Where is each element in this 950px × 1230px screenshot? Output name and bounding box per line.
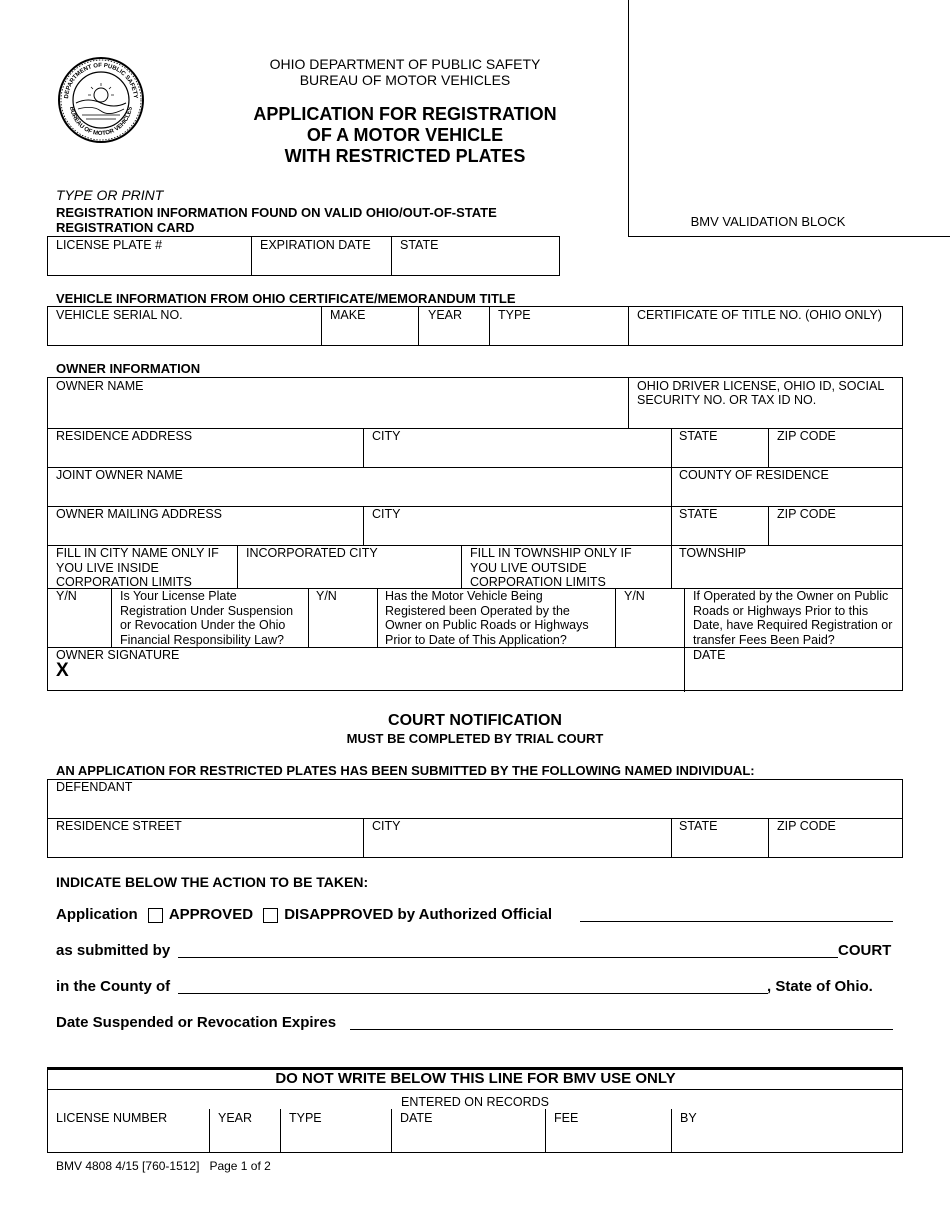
approved-checkbox[interactable] [148, 908, 163, 923]
registration-heading-line1: REGISTRATION INFORMATION FOUND ON VALID OHIO/OUT-OF-STATE [56, 205, 497, 220]
vehicle-heading: VEHICLE INFORMATION FROM OHIO CERTIFICATE/MEMORANDUM TITLE [56, 291, 516, 306]
bmv-by: BY [680, 1111, 697, 1125]
vehicle-table [47, 306, 903, 346]
vehicle-type-field[interactable]: TYPE [498, 308, 531, 322]
court-notification-title: COURT NOTIFICATION [388, 712, 562, 729]
vehicle-year-field[interactable]: YEAR [428, 308, 463, 322]
vehicle-serial-field[interactable]: VEHICLE SERIAL NO. [56, 308, 183, 322]
expiration-date-field[interactable]: EXPIRATION DATE [260, 238, 371, 252]
residence-city-field[interactable]: CITY [372, 429, 401, 443]
mailing-zip-field[interactable]: ZIP CODE [777, 507, 836, 521]
registration-heading-line2: REGISTRATION CARD [56, 220, 195, 235]
owner-name-field[interactable]: OWNER NAME [56, 379, 144, 393]
owner-id-field-label-line1[interactable]: OHIO DRIVER LICENSE, OHIO ID, SOCIAL [637, 379, 885, 393]
form-title-line3: WITH RESTRICTED PLATES [284, 146, 526, 166]
owner-table [47, 377, 903, 691]
owner-heading: OWNER INFORMATION [56, 361, 201, 376]
defendant-city-field[interactable]: CITY [372, 819, 401, 833]
approval-line [56, 906, 552, 923]
question-operated: Has the Motor Vehicle Being Registered been Operated by the Owner on Public Roads or Highways Prior to Date of This Application? [385, 589, 589, 647]
residence-state-field[interactable]: STATE [679, 429, 718, 443]
bureau-name: BUREAU OF MOTOR VEHICLES [299, 72, 511, 88]
form-title-line1: APPLICATION FOR REGISTRATION [253, 104, 557, 124]
license-plate-field[interactable]: LICENSE PLATE # [56, 238, 163, 252]
mailing-state-field[interactable]: STATE [679, 507, 718, 521]
q1-yn-field[interactable]: Y/N [56, 589, 77, 603]
defendant-zip-field[interactable]: ZIP CODE [777, 819, 836, 833]
certificate-of-title-field[interactable]: CERTIFICATE OF TITLE NO. (OHIO ONLY) [637, 308, 882, 322]
q2-yn-field[interactable]: Y/N [316, 589, 337, 603]
township-field[interactable]: TOWNSHIP [679, 546, 747, 560]
bmv-type: TYPE [289, 1111, 322, 1125]
mailing-address-field[interactable]: OWNER MAILING ADDRESS [56, 507, 222, 521]
disapproved-checkbox[interactable] [263, 908, 278, 923]
county-of-residence-field[interactable]: COUNTY OF RESIDENCE [679, 468, 829, 482]
court-word: COURT [838, 942, 892, 959]
approved-label: APPROVED [168, 906, 254, 923]
authorized-official-line[interactable] [580, 921, 893, 922]
q3-yn-field[interactable]: Y/N [624, 589, 645, 603]
agency-name: OHIO DEPARTMENT OF PUBLIC SAFETY [269, 56, 541, 72]
defendant-state-field[interactable]: STATE [679, 819, 718, 833]
bmv-validation-block [628, 0, 950, 237]
form-title-line2: OF A MOTOR VEHICLE [306, 125, 504, 145]
action-heading: INDICATE BELOW THE ACTION TO BE TAKEN: [56, 874, 369, 890]
defendant-field[interactable]: DEFENDANT [56, 780, 133, 794]
fill-township-instruction: FILL IN TOWNSHIP ONLY IF YOU LIVE OUTSIDE CORPORATION LIMITS [470, 546, 632, 589]
residence-address-field[interactable]: RESIDENCE ADDRESS [56, 429, 193, 443]
bmv-fee: FEE [554, 1111, 579, 1125]
owner-id-field-label-line2: SECURITY NO. OR TAX ID NO. [637, 393, 817, 407]
bmv-date: DATE [400, 1111, 433, 1125]
court-notification-subtitle: MUST BE COMPLETED BY TRIAL COURT [346, 731, 604, 746]
incorporated-city-field[interactable]: INCORPORATED CITY [246, 546, 378, 560]
form-footer: BMV 4808 4/15 [760-1512] Page 1 of 2 [56, 1159, 271, 1173]
as-submitted-label: as submitted by [56, 942, 171, 959]
validation-block-label: BMV VALIDATION BLOCK [690, 214, 846, 229]
bmv-year: YEAR [218, 1111, 253, 1125]
state-of-ohio-label: , State of Ohio. [767, 978, 873, 995]
county-line[interactable] [178, 993, 768, 994]
defendant-table [47, 779, 903, 858]
signature-date-field[interactable]: DATE [693, 648, 726, 662]
owner-signature-field[interactable]: OWNER SIGNATURE [56, 648, 180, 662]
entered-on-records: ENTERED ON RECORDS [401, 1095, 549, 1109]
date-suspended-line[interactable] [350, 1029, 893, 1030]
registration-table [47, 236, 560, 276]
county-of-label: in the County of [56, 978, 171, 995]
vehicle-make-field[interactable]: MAKE [330, 308, 366, 322]
defendant-street-field[interactable]: RESIDENCE STREET [56, 819, 182, 833]
ohio-bmv-seal-logo [58, 57, 144, 143]
residence-zip-field[interactable]: ZIP CODE [777, 429, 836, 443]
fill-city-instruction: FILL IN CITY NAME ONLY IF YOU LIVE INSIDE CORPORATION LIMITS [56, 546, 219, 589]
date-suspended-label: Date Suspended or Revocation Expires [56, 1014, 337, 1031]
submitted-by-line[interactable] [178, 957, 838, 958]
application-label: Application [56, 906, 138, 923]
question-suspension: Is Your License Plate Registration Under Suspension or Revocation Under the Ohio Financial Responsibility Law? [120, 589, 294, 647]
registration-state-field[interactable]: STATE [400, 238, 439, 252]
question-fees-paid: If Operated by the Owner on Public Roads or Highways Prior to this Date, have Required Registration or transfer Fees Been Paid? [693, 589, 893, 647]
disapproved-label: DISAPPROVED by Authorized Official [284, 906, 553, 923]
signature-x-mark: X [56, 660, 69, 681]
svg-text:BUREAU OF MOTOR VEHICLES: BUREAU OF MOTOR VEHICLES [68, 106, 134, 138]
bmv-license-number: LICENSE NUMBER [56, 1111, 168, 1125]
type-or-print: TYPE OR PRINT [56, 187, 164, 203]
svg-text:DEPARTMENT OF PUBLIC SAFETY: DEPARTMENT OF PUBLIC SAFETY [63, 62, 139, 99]
joint-owner-name-field[interactable]: JOINT OWNER NAME [56, 468, 183, 482]
mailing-city-field[interactable]: CITY [372, 507, 401, 521]
bmv-use-only-heading: DO NOT WRITE BELOW THIS LINE FOR BMV USE ONLY [275, 1070, 676, 1087]
court-statement: AN APPLICATION FOR RESTRICTED PLATES HAS BEEN SUBMITTED BY THE FOLLOWING NAMED INDIVIDUAL: [56, 763, 755, 778]
